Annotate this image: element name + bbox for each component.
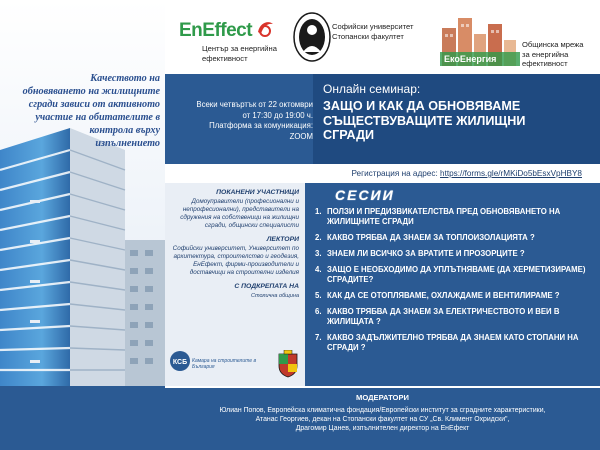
moderators-heading: МОДЕРАТОРИ [356, 393, 409, 402]
schedule-info: Всеки четвъртък от 22 октомври от 17:30 до 19:00 ч. Платформа за комуникация: ZOOM [196, 100, 313, 141]
bottom-strip [0, 386, 165, 450]
ecoenergy-brand: ЕкоЕнергия [444, 54, 497, 64]
session-list [315, 207, 590, 353]
eneffect-brand: EnEffect [179, 20, 253, 41]
seminar-title: ЗАЩО И КАК ДА ОБНОВЯВАМЕ СЪЩЕСТВУВАЩИТЕ ЖИЛИЩНИ СГРАДИ [323, 99, 526, 142]
session-item: 3. ЗНАЕМ ЛИ ВСИЧКО ЗА ВРАТИТЕ И ПРОЗОРЦИТЕ ? [315, 249, 525, 258]
lecturers-text: Софийски университет, Университет по архитектура, строителство и геодезия, ЕнЕфект, фирми-производители и доставчици на строителни изделия [172, 245, 299, 276]
support-logos [169, 350, 301, 380]
sessions-heading: СЕСИИ [335, 187, 395, 203]
moderator-line: Атанас Георгиев, декан на Стопански факултет на СУ „Св. Климент Охридски", [255, 416, 510, 423]
session-item: 6. КАКВО ТРЯБВА ДА ЗНАЕМ ЗА ЕЛЕКТРИЧЕСТВОТО И ВЕИ В ЖИЛИЩАТА ? [315, 307, 560, 326]
quote-text: Качеството на обновяването на жилищните сгради зависи от активното участие на обитателите в контрола върху изпълнението [22, 73, 160, 149]
registration-link[interactable]: https://forms.gle/rMKiDo5bEsxVpHBY8 [440, 169, 582, 178]
swoosh-icon [255, 18, 275, 40]
sessions-panel [305, 183, 600, 386]
ksb-logo-icon[interactable] [169, 350, 191, 372]
moderators-panel [165, 388, 600, 450]
header-logos [165, 0, 600, 74]
ksb-caption: Камара на строителите в България [192, 358, 257, 370]
moderator-line: Драгомир Цанев, изпълнителен директор на ЕнЕфект [295, 425, 470, 432]
svg-text:КСБ: КСБ [172, 359, 188, 366]
seminar-subtitle: Онлайн семинар: [323, 82, 421, 96]
session-item: 2. КАКВО ТРЯБВА ДА ЗНАЕМ ЗА ТОПЛОИЗОЛАЦИЯТА ? [315, 233, 535, 242]
session-item: 4. ЗАЩО Е НЕОБХОДИМО ДА УПЛЪТНЯВАМЕ (ДА ХЕРМЕТИЗИРАМЕ) СГРАДИТЕ? [315, 265, 586, 284]
invited-heading: ПОКАНЕНИ УЧАСТНИЦИ [216, 189, 299, 196]
seminar-title-box [313, 74, 600, 164]
sofia-crest-icon[interactable] [277, 350, 299, 378]
sofia-university-seal-icon[interactable] [293, 12, 331, 62]
title-band [165, 74, 600, 164]
invited-text: Домоуправители (професионални и непрофесионални), представители на сдружения на собственици на жилищни сгради, общински специалисти [180, 198, 299, 229]
info-column [165, 183, 305, 386]
building-panel [0, 0, 165, 386]
ecoenergy-caption: Общинска мрежа за енергийна ефективност [522, 40, 584, 68]
session-item: 5. КАК ДА СЕ ОТОПЛЯВАМЕ, ОХЛАЖДАМЕ И ВЕНТИЛИРАМЕ ? [315, 291, 560, 300]
support-heading: С ПОДКРЕПАТА НА [234, 283, 299, 290]
su-caption: Софийски университет Стопански факултет [332, 22, 414, 41]
moderator-line: Юлиан Попов, Европейска климатична фондация/Европейски институт за сградните характеристики, [219, 407, 546, 414]
session-item: 1. ПОЛЗИ И ПРЕДИЗВИКАТЕЛСТВА ПРЕД ОБНОВЯВАНЕТО НА ЖИЛИЩНИТЕ СГРАДИ [315, 207, 561, 226]
lecturers-heading: ЛЕКТОРИ [266, 236, 299, 243]
session-item: 7. КАКВО ЗАДЪЛЖИТЕЛНО ТРЯБВА ДА ЗНАЕМ КАТО СТОПАНИ НА СГРАДИ ? [315, 333, 579, 352]
building-illustration [0, 0, 165, 386]
eneffect-caption: Център за енергийна ефективност [202, 44, 277, 63]
registration-line: Регистрация на адрес: https://forms.gle/rMKiDo5bEsxVpHBY8 [351, 169, 582, 178]
support-sofia-label: Столична община [250, 293, 299, 299]
